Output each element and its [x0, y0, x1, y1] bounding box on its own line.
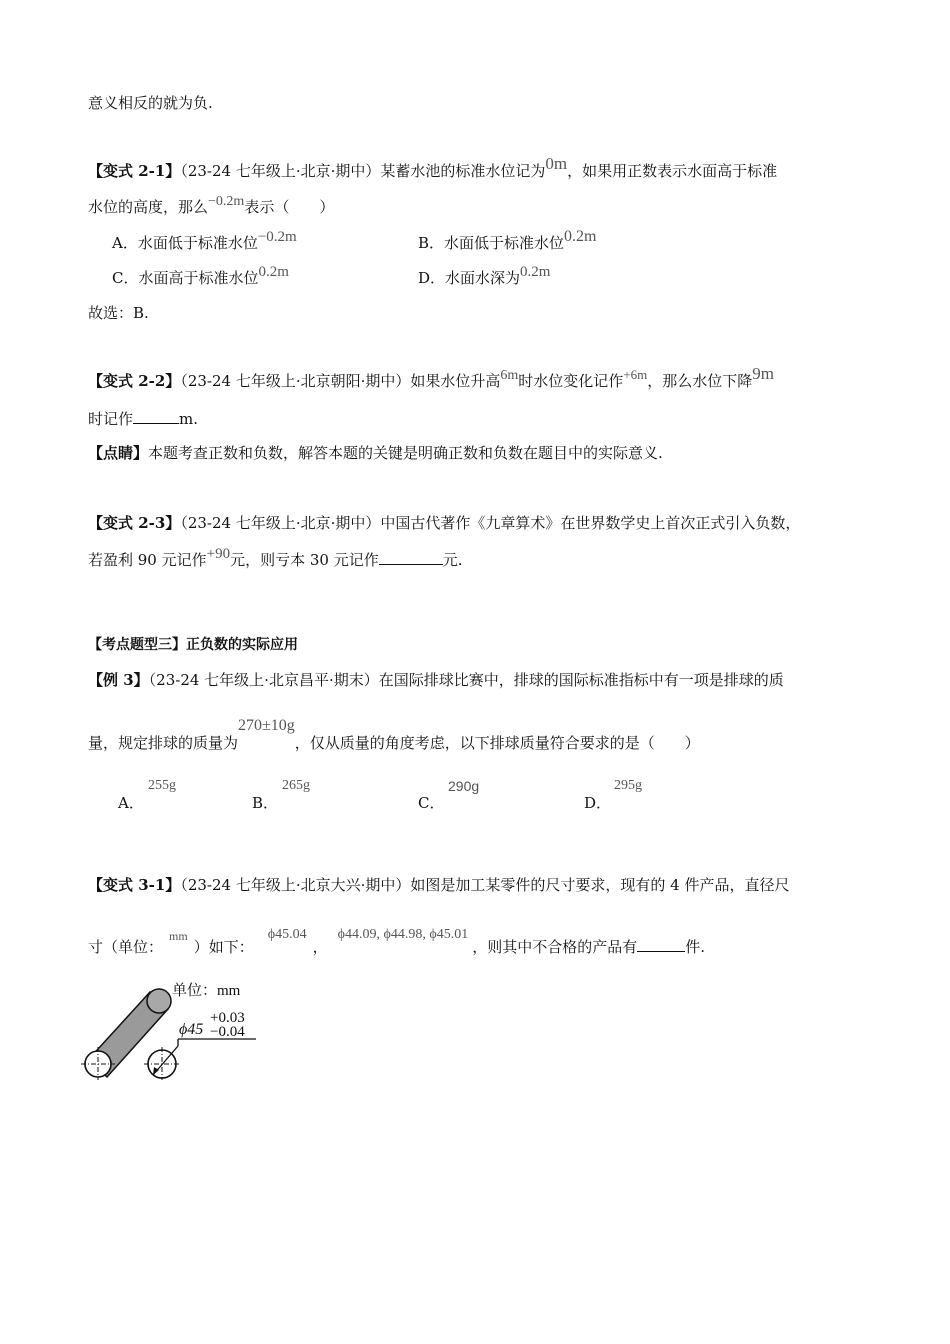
figure-tol-upper: +0.03	[210, 1010, 245, 1026]
option-d-math: 0.2m	[520, 264, 551, 280]
answer-blank[interactable]	[379, 550, 443, 565]
figure-tol-lower: −0.04	[210, 1024, 245, 1040]
example-3-source: （23-24 七年级上·北京昌平·期末）	[148, 671, 379, 689]
answer-blank[interactable]	[133, 409, 179, 424]
variant-3-1-tag: 【变式 3-1】	[88, 876, 181, 894]
example-3-option-b-label[interactable]: B．	[252, 794, 279, 812]
section-title: 【考点题型三】正负数的实际应用	[88, 637, 298, 653]
variant-2-1-tag: 【变式 2-1】	[88, 162, 181, 180]
variant-3-1-line1	[88, 874, 789, 896]
math-270-pm-10g: 270±10g	[238, 717, 295, 734]
example-3-text-a: 在国际排球比赛中，排球的国际标准指标中有一项是排球的质	[378, 671, 784, 689]
math-0m: 0m	[545, 154, 568, 173]
variant-3-1-text-a: 如图是加工某零件的尺寸要求，现有的 4 件产品，直径尺	[410, 876, 790, 894]
variant-2-3-line2	[88, 546, 463, 572]
variant-2-3-line2-c: 元.	[442, 551, 463, 569]
example-3-line2-b: ，仅从质量的角度考虑，以下排球质量符合要求的是（ ）	[294, 734, 700, 752]
variant-2-3-line1	[88, 512, 800, 534]
math-neg-0-2m: −0.2m	[208, 194, 245, 209]
variant-2-2-source: （23-24 七年级上·北京朝阳·期中）	[180, 372, 411, 390]
figure-dim-main: ϕ45	[179, 1021, 204, 1038]
example-3-option-c-math: 290g	[448, 778, 480, 794]
example-3-option-d-label[interactable]: D．	[584, 794, 612, 812]
variant-2-2-text-c: ，那么水位下降	[647, 372, 753, 390]
math-6m: 6m	[500, 368, 519, 383]
example-3-option-b-math: 265g	[282, 778, 310, 793]
math-plus-6m: +6m	[623, 367, 648, 382]
note-text: 本题考查正数和负数，解答本题的关键是明确正数和负数在题目中的实际意义.	[148, 444, 663, 462]
variant-2-1-text: 某蓄水池的标准水位记为	[380, 162, 546, 180]
variant-2-3-line2-b: 元，则亏本 30 元记作	[230, 551, 379, 569]
option-c-math: 0.2m	[258, 264, 289, 280]
option-b[interactable]	[418, 228, 597, 255]
variant-2-2-line1	[88, 364, 775, 394]
separator: ，	[312, 938, 328, 956]
variant-2-1-answer: 故选：B.	[88, 304, 149, 322]
answer-blank[interactable]	[637, 937, 685, 952]
variant-2-2-text-a: 如果水位升高	[410, 372, 501, 390]
variant-2-3-source: （23-24 七年级上·北京·期中）	[180, 514, 381, 532]
option-a-label: A．水面低于标准水位	[112, 234, 258, 252]
variant-3-1-line2-b: ）如下：	[193, 938, 254, 956]
math-phi-45-04: ϕ45.04	[267, 927, 307, 942]
variant-2-1-line2-a: 水位的高度，那么	[88, 198, 209, 216]
variant-2-2-line2-b: m.	[179, 410, 199, 428]
variant-3-1-line2-a: 寸（单位：	[88, 938, 164, 956]
variant-2-1-source: （23-24 七年级上·北京·期中）	[180, 162, 381, 180]
math-plus-90: +90	[206, 546, 231, 562]
option-c-label: C．水面高于标准水位	[112, 269, 259, 287]
example-3-option-a-math: 255g	[148, 778, 176, 793]
option-d[interactable]	[418, 264, 551, 290]
variant-3-1-source: （23-24 七年级上·北京大兴·期中）	[180, 876, 411, 894]
intro-text: 意义相反的就为负.	[88, 94, 213, 112]
part-figure	[80, 978, 280, 1080]
variant-2-2-line2	[88, 408, 198, 430]
option-d-label: D．水面水深为	[418, 269, 521, 287]
example-3-line2-a: 量，规定排球的质量为	[88, 734, 239, 752]
option-a-math: −0.2m	[257, 229, 297, 245]
variant-2-1-text-b: ，如果用正数表示水面高于标准	[567, 162, 778, 180]
note-tag: 【点睛】	[88, 444, 149, 462]
example-3-option-d-math: 295g	[614, 778, 642, 793]
variant-3-1-line2-c: ，则其中不合格的产品有	[472, 938, 638, 956]
example-3-line1	[88, 669, 784, 691]
variant-2-2-line2-a: 时记作	[88, 410, 134, 428]
variant-2-2-tag: 【变式 2-2】	[88, 372, 181, 390]
variant-2-1-line2	[88, 196, 334, 220]
example-3-line2	[88, 717, 700, 755]
option-c[interactable]	[112, 264, 289, 290]
variant-3-1-line2	[88, 927, 705, 960]
variant-2-3-line2-a: 若盈利 90 元记作	[88, 551, 207, 569]
variant-2-3-text-a: 中国古代著作《九章算术》在世界数学史上首次正式引入负数，	[380, 514, 801, 532]
math-phi-list: ϕ44.09, ϕ44.98, ϕ45.01	[337, 927, 469, 942]
math-9m: 9m	[752, 364, 775, 383]
math-unit-mm: mm	[169, 929, 188, 943]
option-a[interactable]	[112, 229, 297, 255]
variant-2-1-line1	[88, 154, 778, 182]
variant-2-3-tag: 【变式 2-3】	[88, 514, 181, 532]
option-b-label: B．水面低于标准水位	[418, 234, 565, 252]
example-3-tag: 【例 3】	[88, 671, 149, 689]
variant-2-2-text-b: 时水位变化记作	[518, 372, 624, 390]
option-b-math: 0.2m	[564, 228, 597, 245]
example-3-option-c-label[interactable]: C．	[418, 794, 445, 812]
variant-3-1-line2-d: 件.	[685, 938, 705, 956]
figure-unit-label: 单位：mm	[172, 983, 241, 999]
example-3-option-a-label[interactable]: A．	[118, 794, 144, 812]
variant-2-1-line2-b: 表示（ ）	[244, 198, 335, 216]
variant-2-2-note	[88, 442, 663, 464]
